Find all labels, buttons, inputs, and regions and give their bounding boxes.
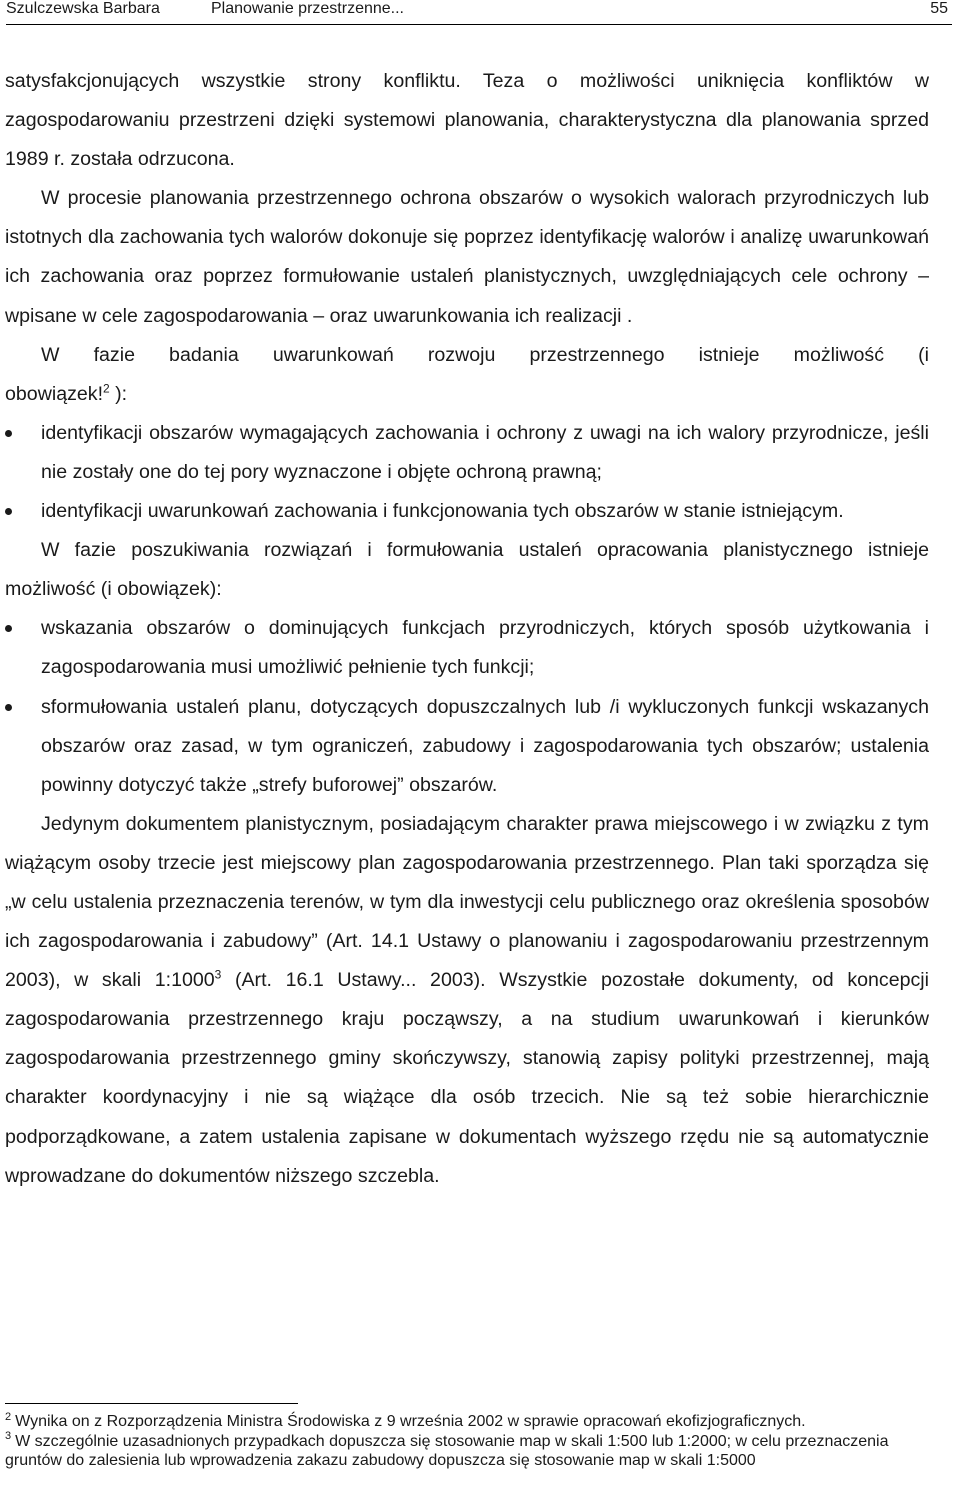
bullet-list-1 xyxy=(5,414,929,531)
bullet-icon xyxy=(5,625,12,632)
list-item xyxy=(5,492,929,531)
main-text xyxy=(5,62,929,1196)
paragraph-3-text: obowiązek! xyxy=(5,382,104,405)
page-number: 55 xyxy=(930,0,948,17)
paragraph-3-line-2 xyxy=(5,375,929,414)
footnote-text: Wynika on z Rozporządzenia Ministra Środowiska z 9 września 2002 w sprawie opracowań ekofizjograficznych. xyxy=(15,1413,806,1430)
paragraph-4: W fazie poszukiwania rozwiązań i formułowania ustaleń opracowania planistycznego istnieje możliwość (i obowiązek): xyxy=(5,539,929,601)
paragraph-3-line-1: W fazie badania uwarunkowań rozwoju przestrzennego istnieje możliwość (i xyxy=(41,343,929,366)
footnote-2 xyxy=(5,1412,929,1432)
footnote-text: W szczególnie uzasadnionych przypadkach dopuszcza się stosowanie map w skali 1:500 lub 1:2000; w celu przeznaczenia gruntów do zalesienia lub wprowadzenia zakazu zabudowy dopuszcza się stosowanie map w skali 1:5000 xyxy=(5,1432,889,1469)
footnote-ref-3[interactable]: 3 xyxy=(214,967,222,982)
list-item-text: wskazania obszarów o dominujących funkcjach przyrodniczych, których sposób użytkowania i zagospodarowania musi umożliwić pełnienie tych funkcji; xyxy=(41,617,929,679)
bullet-list-2 xyxy=(5,609,929,804)
paragraph-3-end: ): xyxy=(109,382,128,405)
footnote-ref-2[interactable]: 2 xyxy=(103,381,110,396)
bullet-icon xyxy=(5,704,12,711)
paragraph-2: W procesie planowania przestrzennego ochrona obszarów o wysokich walorach przyrodniczych lub istotnych dla zachowania tych walorów dokonuje się poprzez identyfikację walorów i analizę uwarunkowań ich zachowania oraz poprzez formułowanie ustaleń planistycznych, uwzględniających cele ochrony – wpisane w cele zagospodarowania – oraz uwarunkowania ich realizacji . xyxy=(5,187,929,327)
bullet-icon xyxy=(5,508,12,515)
bullet-icon xyxy=(5,430,12,437)
paragraph-1: satysfakcjonujących wszystkie strony konfliktu. Teza o możliwości uniknięcia konfliktów w zagospodarowaniu przestrzeni dzięki systemowi planowania, charakterystyczna dla planowania sprzed 1989 r. została odrzucona. xyxy=(5,70,929,171)
footnote-number: 3 xyxy=(5,1430,12,1443)
paragraph-5-text-b: (Art. 16.1 Ustawy... 2003). Wszystkie pozostałe dokumenty, od koncepcji zagospodarowania przestrzennego kraju począwszy, a na studium uwarunkowań i kierunków zagospodarowania przestrzennego gminy skończywszy, stanowią zapisy polityki przestrzennej, mają charakter koordynacyjny i nie są wiążące dla osób trzecich. Nie są też sobie hierarchicznie podporządkowane, a zatem ustalenia zapisane w dokumentach wyższego rzędu nie są automatycznie wprowadzane do dokumentów niższego szczebla. xyxy=(5,969,930,1187)
running-header xyxy=(6,0,952,25)
list-item-text: sformułowania ustaleń planu, dotyczących dopuszczalnych lub /i wykluczonych funkcji wskazanych obszarów oraz zasad, w tym ograniczeń, zabudowy i zagospodarowania tych obszarów; ustalenia powinny dotyczyć także „strefy buforowej” obszarów. xyxy=(41,695,929,796)
footnote-number: 2 xyxy=(5,1410,12,1423)
footnote-3 xyxy=(5,1432,929,1471)
list-item xyxy=(5,414,929,492)
footnote-separator xyxy=(5,1403,298,1404)
header-title: Planowanie przestrzenne... xyxy=(211,0,404,17)
paragraph-5 xyxy=(5,805,929,1196)
list-item xyxy=(5,688,929,805)
paragraph-5-text-a: Jedynym dokumentem planistycznym, posiadającym charakter prawa miejscowego i w związku z tym wiążącym osoby trzecie jest miejscowy plan zagospodarowania przestrzennego. Plan taki sporządza się „w celu ustalenia przeznaczenia terenów, w tym dla inwestycji celu publicznego oraz określenia sposobów ich zagospodarowania i zabudowy” (Art. 14.1 Ustawy o planowaniu i zagospodarowaniu przestrzennym 2003), w skali 1:1000 xyxy=(5,812,929,992)
header-author: Szulczewska Barbara xyxy=(6,0,160,17)
footnotes xyxy=(5,1412,929,1471)
list-item-text: identyfikacji uwarunkowań zachowania i funkcjonowania tych obszarów w stanie istniejącym. xyxy=(41,500,844,523)
list-item xyxy=(5,609,929,687)
list-item-text: identyfikacji obszarów wymagających zachowania i ochrony z uwagi na ich walory przyrodnicze, jeśli nie zostały one do tej pory wyznaczone i objęte ochroną prawną; xyxy=(41,421,929,483)
